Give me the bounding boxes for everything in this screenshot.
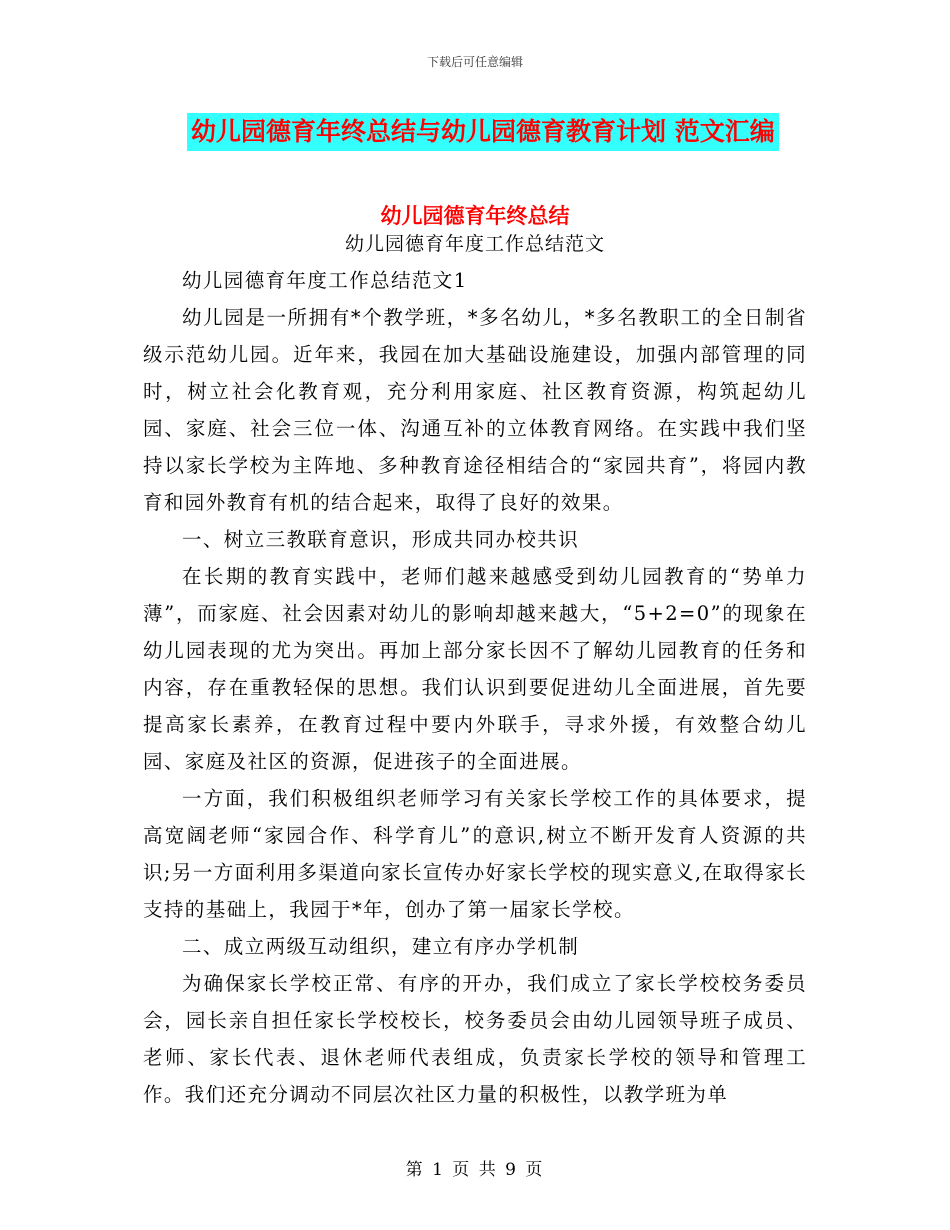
paragraph: 在长期的教育实践中，老师们越来越感受到幼儿园教育的“势单力薄”，而家庭、社会因素对幼儿的影响却越来越大，“5+2=0”的现象在幼儿园表现的尤为突出。再加上部分家长因不了解幼儿园教育的任务和内容，存在重教轻保的思想。我们认识到要促进幼儿全面进展，首先要提高家长素养，在教育过程中要内外联手，寻求外援，有效整合幼儿园、家庭及社区的资源，促进孩子的全面进展。 [143,565,807,773]
paragraph: 幼儿园是一所拥有*个教学班，*多名幼儿，*多名教职工的全日制省级示范幼儿园。近年来，我园在加大基础设施建设，加强内部管理的同时，树立社会化教育观，充分利用家庭、社区教育资源，构筑起幼儿园、家庭、社会三位一体、沟通互补的立体教育网络。在实践中我们坚持以家长学校为主阵地、多种教育途径相结合的“家园共育”，将园内教育和园外教育有机的结合起来，取得了良好的效果。 [143,306,807,514]
paragraph-heading: 二、成立两级互动组织，建立有序办学机制 [182,935,580,958]
document-body [143,262,807,1113]
document-title: 幼儿园德育年终总结与幼儿园德育教育计划 范文汇编 [187,113,779,151]
paragraph-heading: 一、树立三教联育意识，形成共同办校共识 [182,528,580,551]
header-note: 下载后可任意编辑 [426,55,523,69]
paragraph: 为确保家长学校正常、有序的开办，我们成立了家长学校校务委员会，园长亲自担任家长学校校长，校务委员会由幼儿园领导班子成员、老师、家长代表、退休老师代表组成，负责家长学校的领导和管理工作。我们还充分调动不同层次社区力量的积极性，以教学班为单 [143,972,807,1106]
paragraph-heading: 幼儿园德育年度工作总结范文1 [182,269,468,292]
section-title: 幼儿园德育年终总结 [380,204,570,228]
paragraph: 一方面，我们积极组织老师学习有关家长学校工作的具体要求，提高宽阔老师“家园合作、科学育儿”的意识,树立不断开发育人资源的共识;另一方面利用多渠道向家长宣传办好家长学校的现实意义,在取得家长支持的基础上，我园于*年，创办了第一届家长学校。 [143,787,807,921]
page-number: 第 1 页 共 9 页 [405,1160,545,1180]
subtitle: 幼儿园德育年度工作总结范文 [344,233,605,255]
